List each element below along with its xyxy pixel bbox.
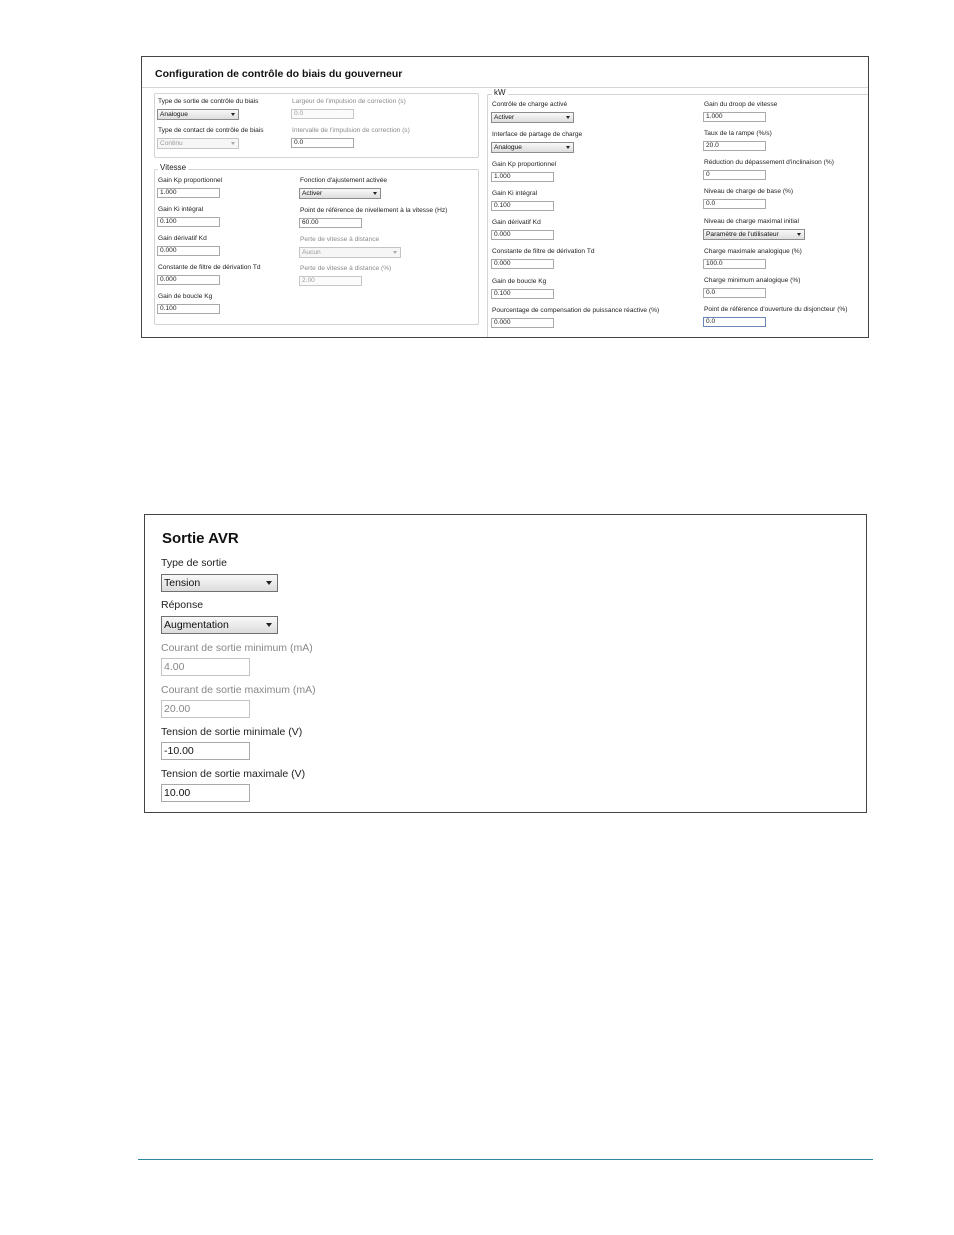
speed-ref-label: Point de référence de nivellement à la vitesse (Hz) (300, 207, 448, 214)
output-type-label: Type de sortie de contrôle du biais (158, 98, 259, 105)
pulse-interval-input[interactable]: 0.0 (291, 138, 354, 148)
min-current-label: Courant de sortie minimum (mA) (161, 642, 313, 654)
speed-td-input[interactable]: 0.000 (157, 275, 220, 285)
remote-speed-loss-select[interactable] (299, 247, 401, 258)
max-voltage-input[interactable]: 10.00 (161, 784, 250, 802)
max-analog-load-label: Charge maximale analogique (%) (704, 248, 802, 255)
breaker-open-ref-input[interactable]: 0.0 (703, 317, 766, 327)
base-load-input[interactable]: 0.0 (703, 199, 766, 209)
speed-group-legend: Vitesse (160, 163, 187, 172)
kw-ki-label: Gain Ki intégral (492, 190, 538, 197)
contact-type-label: Type de contact de contrôle de biais (158, 127, 264, 134)
speed-kp-input[interactable]: 1.000 (157, 188, 220, 198)
speed-td-label: Constante de filtre de dérivation Td (158, 264, 261, 271)
adjust-function-select[interactable] (299, 188, 381, 199)
remote-speed-loss-value: Aucun (302, 249, 321, 256)
chevron-down-icon (266, 623, 272, 627)
ramp-rate-label: Taux de la rampe (%/s) (704, 130, 772, 137)
chevron-down-icon (231, 113, 235, 116)
chevron-down-icon (797, 233, 801, 236)
min-analog-load-label: Charge minimum analogique (%) (704, 277, 801, 284)
load-share-value: Analogue (494, 144, 522, 151)
min-voltage-input[interactable]: -10.00 (161, 742, 250, 760)
tilt-overshoot-label: Réduction du dépassement d'inclinaison (%) (704, 159, 834, 166)
load-control-value: Activer (494, 114, 515, 121)
ramp-rate-input[interactable]: 20.0 (703, 141, 766, 151)
kw-ki-input[interactable]: 0.100 (491, 201, 554, 211)
load-control-label: Contrôle de charge activé (492, 101, 568, 108)
pulse-interval-label: Intervalle de l'impulsion de correction (s) (292, 127, 410, 134)
avr-panel-title: Sortie AVR (162, 530, 239, 547)
remote-speed-loss-pct-label: Perte de vitesse à distance (%) (300, 265, 392, 272)
chevron-down-icon (266, 581, 272, 585)
min-analog-load-input[interactable]: 0.0 (703, 288, 766, 298)
min-current-input[interactable]: 4.00 (161, 658, 250, 676)
adjust-function-label: Fonction d'ajustement activée (300, 177, 388, 184)
max-current-input[interactable]: 20.00 (161, 700, 250, 718)
governor-bias-panel (141, 56, 869, 338)
initial-max-load-value: Paramètre de l'utilisateur (706, 231, 779, 238)
min-voltage-label: Tension de sortie minimale (V) (161, 726, 303, 738)
output-type-value: Analogue (160, 111, 188, 118)
speed-droop-label: Gain du droop de vitesse (704, 101, 778, 108)
load-share-select[interactable] (491, 142, 574, 153)
breaker-open-ref-label: Point de référence d'ouverture du disjoncteur (%) (704, 306, 848, 313)
kw-kp-label: Gain Kp proportionnel (492, 161, 557, 168)
avr-output-type-value: Tension (164, 577, 201, 589)
governor-panel-title: Configuration de contrôle do biais du gouverneur (155, 68, 403, 80)
chevron-down-icon (393, 251, 397, 254)
max-analog-load-input[interactable]: 100.0 (703, 259, 766, 269)
chevron-down-icon (566, 116, 570, 119)
remote-speed-loss-label: Perte de vitesse à distance (300, 236, 380, 243)
kw-kg-input[interactable]: 0.100 (491, 289, 554, 299)
speed-kd-label: Gain dérivatif Kd (158, 235, 207, 242)
reactive-comp-input[interactable]: 0.000 (491, 318, 554, 328)
adjust-function-value: Activer (302, 190, 323, 197)
speed-kp-label: Gain Kp proportionnel (158, 177, 223, 184)
kw-kd-input[interactable]: 0.000 (491, 230, 554, 240)
chevron-down-icon (373, 192, 377, 195)
response-select[interactable] (161, 616, 278, 634)
pulse-width-input[interactable]: 0.0 (291, 109, 354, 119)
avr-output-type-select[interactable] (161, 574, 278, 592)
speed-droop-input[interactable]: 1.000 (703, 112, 766, 122)
kw-kd-label: Gain dérivatif Kd (492, 219, 541, 226)
response-value: Augmentation (164, 619, 229, 631)
initial-max-load-select[interactable] (703, 229, 805, 240)
response-label: Réponse (161, 599, 204, 611)
chevron-down-icon (566, 146, 570, 149)
output-type-select[interactable] (157, 109, 239, 120)
speed-ref-input[interactable]: 60.00 (299, 218, 362, 228)
load-control-select[interactable] (491, 112, 574, 123)
output-type-label: Type de sortie (161, 557, 227, 569)
reactive-comp-label: Pourcentage de compensation de puissance réactive (%) (492, 307, 660, 314)
speed-ki-input[interactable]: 0.100 (157, 217, 220, 227)
tilt-overshoot-input[interactable]: 0 (703, 170, 766, 180)
contact-type-value: Continu (160, 140, 183, 147)
speed-kg-input[interactable]: 0.100 (157, 304, 220, 314)
kw-kp-input[interactable]: 1.000 (491, 172, 554, 182)
kw-td-label: Constante de filtre de dérivation Td (492, 248, 595, 255)
max-current-label: Courant de sortie maximum (mA) (161, 684, 316, 696)
kw-group-legend: kW (494, 88, 506, 97)
pulse-width-label: Largeur de l'impulsion de correction (s) (292, 98, 406, 105)
kw-kg-label: Gain de boucle Kg (492, 278, 547, 285)
max-voltage-label: Tension de sortie maximale (V) (161, 768, 306, 780)
speed-kg-label: Gain de boucle Kg (158, 293, 213, 300)
speed-ki-label: Gain Ki intégral (158, 206, 204, 213)
speed-kd-input[interactable]: 0.000 (157, 246, 220, 256)
avr-output-panel (144, 514, 867, 813)
remote-speed-loss-pct-input[interactable]: 2.00 (299, 276, 362, 286)
chevron-down-icon (231, 142, 235, 145)
kw-td-input[interactable]: 0.000 (491, 259, 554, 269)
footer-divider (138, 1159, 873, 1160)
load-share-label: Interface de partage de charge (492, 131, 583, 138)
initial-max-load-label: Niveau de charge maximal initial (704, 218, 799, 225)
base-load-label: Niveau de charge de base (%) (704, 188, 794, 195)
contact-type-select[interactable] (157, 138, 239, 149)
